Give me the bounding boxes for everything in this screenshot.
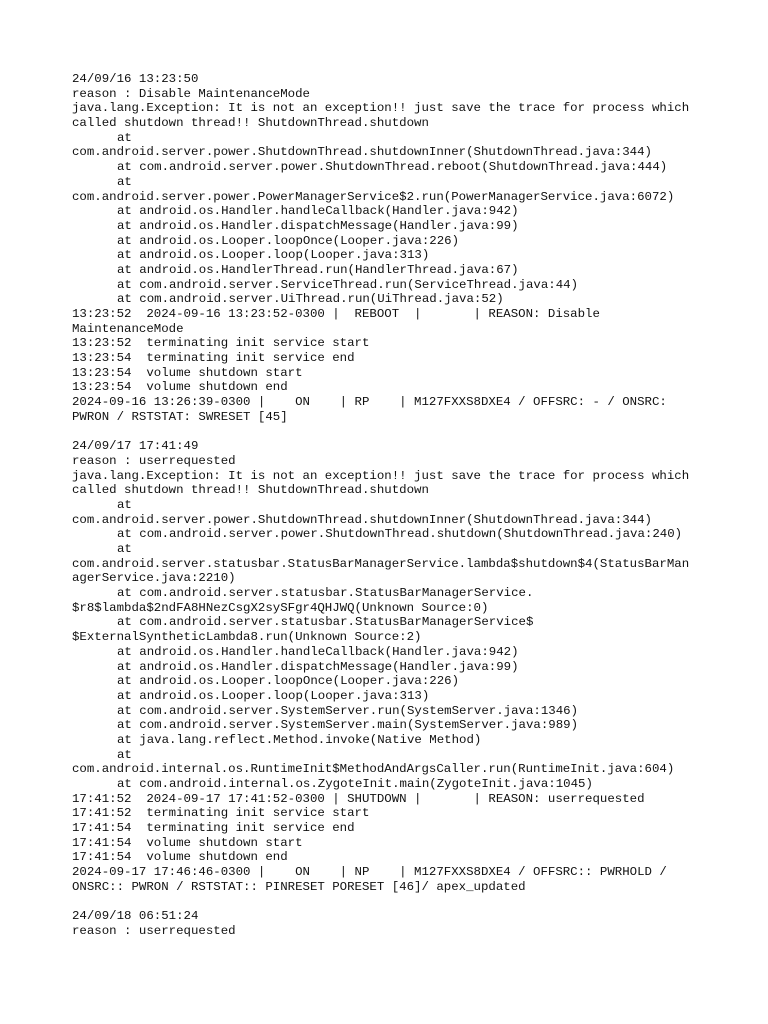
log-line: 13:23:52 2024-09-16 13:23:52-0300 | REBOOT | | REASON: Disable: [72, 307, 600, 321]
log-line: reason : userrequested: [72, 923, 236, 938]
log-line: at android.os.Handler.handleCallback(Handler.java:942): [117, 644, 519, 659]
log-line: 24/09/17 17:41:49: [72, 439, 199, 454]
log-line: at android.os.HandlerThread.run(HandlerThread.java:67): [117, 262, 519, 277]
log-line: 13:23:54 volume shutdown start: [72, 365, 303, 380]
log-line: at com.android.server.power.ShutdownThread.shutdown(ShutdownThread.java:240): [117, 527, 683, 542]
log-line: at com.android.server.UiThread.run(UiThread.java:52): [117, 292, 504, 307]
log-line: at android.os.Looper.loop(Looper.java:313): [117, 248, 430, 263]
entry-separator: [72, 895, 712, 910]
log-line: 24/09/16 13:23:50: [72, 72, 199, 86]
entry-separator: [72, 425, 712, 440]
log-document: [72, 72, 712, 939]
log-line: 13:23:54 volume shutdown end: [72, 380, 288, 395]
log-line: PWRON / RSTSTAT: SWRESET [45]: [72, 409, 288, 424]
log-line: agerService.java:2210): [72, 571, 236, 586]
log-line: called shutdown thread!! ShutdownThread.shutdown: [72, 116, 429, 131]
log-line: at: [117, 497, 132, 512]
log-line: at com.android.server.statusbar.StatusBarManagerService.: [117, 586, 534, 601]
log-line: at com.android.server.SystemServer.run(SystemServer.java:1346): [117, 703, 579, 718]
log-line: $ExternalSyntheticLambda8.run(Unknown Source:2): [72, 630, 422, 645]
log-line: at java.lang.reflect.Method.invoke(Native Method): [117, 732, 482, 747]
log-line: at android.os.Handler.dispatchMessage(Handler.java:99): [117, 218, 519, 233]
log-line: at android.os.Looper.loop(Looper.java:313): [117, 688, 430, 703]
log-line: at: [117, 174, 132, 189]
log-line: called shutdown thread!! ShutdownThread.shutdown: [72, 483, 429, 498]
log-line: 13:23:54 terminating init service end: [72, 351, 355, 366]
log-line: 17:41:52 terminating init service start: [72, 806, 370, 821]
log-line: at: [117, 747, 132, 762]
log-line: at android.os.Looper.loopOnce(Looper.java:226): [117, 674, 460, 689]
log-line: at com.android.server.SystemServer.main(SystemServer.java:989): [117, 718, 579, 733]
log-line: at com.android.server.power.ShutdownThread.reboot(ShutdownThread.java:444): [117, 160, 668, 175]
log-line: com.android.server.power.ShutdownThread.shutdownInner(ShutdownThread.java:344): [72, 145, 652, 160]
log-line: at com.android.server.ServiceThread.run(ServiceThread.java:44): [117, 277, 579, 292]
log-line: reason : Disable MaintenanceMode: [72, 86, 310, 101]
log-line: 17:41:54 terminating init service end: [72, 821, 355, 836]
log-line: at android.os.Handler.handleCallback(Handler.java:942): [117, 204, 519, 219]
log-line: 13:23:52 terminating init service start: [72, 336, 370, 351]
log-line: at: [117, 130, 132, 145]
log-line: at com.android.server.statusbar.StatusBarManagerService$: [117, 615, 534, 630]
log-line: $r8$lambda$2ndFA8HNezCsgX2sySFgr4QHJWQ(Unknown Source:0): [72, 600, 489, 615]
log-line: com.android.server.statusbar.StatusBarManagerService.lambda$shutdown$4(StatusBarMan: [72, 556, 690, 571]
log-line: com.android.server.power.PowerManagerService$2.run(PowerManagerService.java:6072): [72, 189, 675, 204]
log-line: 17:41:54 volume shutdown start: [72, 835, 303, 850]
log-line: at android.os.Looper.loopOnce(Looper.java:226): [117, 233, 460, 248]
log-line: 17:41:52 2024-09-17 17:41:52-0300 | SHUTDOWN | | REASON: userrequested: [72, 791, 645, 806]
log-entry: [72, 909, 712, 938]
log-line: at android.os.Handler.dispatchMessage(Handler.java:99): [117, 659, 519, 674]
log-line: reason : userrequested: [72, 453, 236, 468]
log-line: java.lang.Exception: It is not an exception!! just save the trace for process which: [72, 468, 690, 483]
log-line: java.lang.Exception: It is not an exception!! just save the trace for process which: [72, 101, 690, 116]
log-line: com.android.server.power.ShutdownThread.shutdownInner(ShutdownThread.java:344): [72, 512, 652, 527]
log-line: ONSRC:: PWRON / RSTSTAT:: PINRESET PORESET [46]/ apex_updated: [72, 879, 526, 894]
log-line: 2024-09-16 13:26:39-0300 | ON | RP | M127FXXS8DXE4 / OFFSRC: - / ONSRC:: [72, 395, 667, 410]
log-line: at: [117, 542, 132, 556]
log-entry: [72, 439, 712, 894]
log-line: 2024-09-17 17:46:46-0300 | ON | NP | M127FXXS8DXE4 / OFFSRC:: PWRHOLD /: [72, 865, 667, 880]
log-line: MaintenanceMode: [72, 321, 184, 336]
log-line: com.android.internal.os.RuntimeInit$MethodAndArgsCaller.run(RuntimeInit.java:604): [72, 762, 675, 777]
log-line: 24/09/18 06:51:24: [72, 909, 199, 924]
log-line: 17:41:54 volume shutdown end: [72, 850, 288, 865]
log-entry: [72, 72, 712, 425]
log-line: at com.android.internal.os.ZygoteInit.main(ZygoteInit.java:1045): [117, 777, 593, 791]
